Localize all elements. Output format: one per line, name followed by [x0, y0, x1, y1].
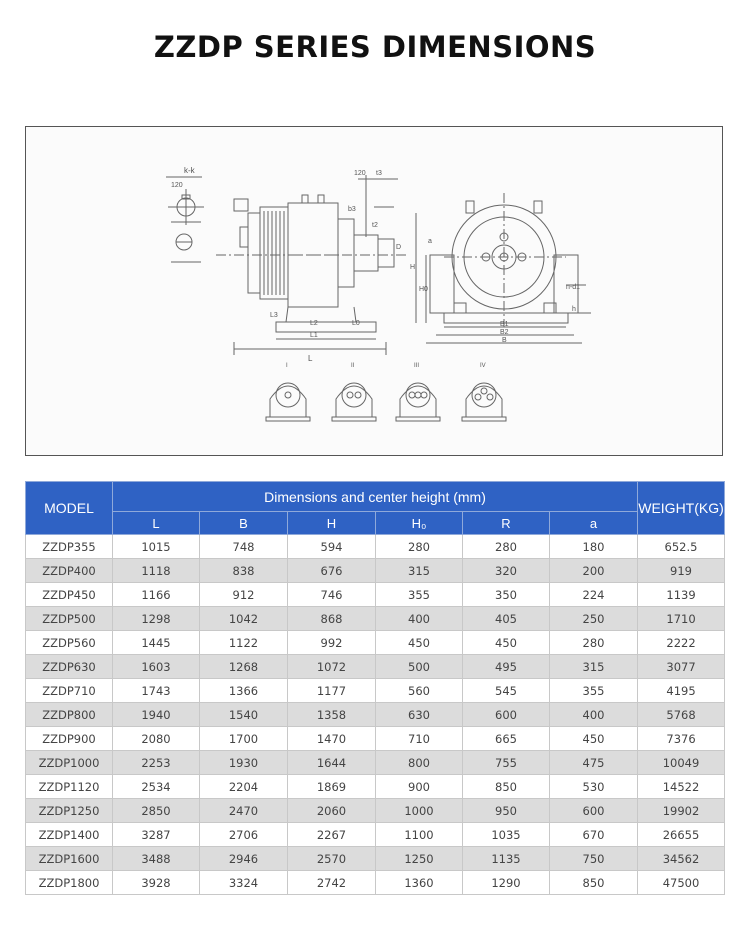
cell-model: ZZDP450 [26, 583, 113, 607]
view-label-1: I [286, 363, 288, 369]
dimension-drawing-svg [26, 127, 724, 457]
cell-B: 1540 [200, 703, 288, 727]
cell-B: 912 [200, 583, 288, 607]
cell-R: 495 [463, 655, 550, 679]
cell-model: ZZDP630 [26, 655, 113, 679]
cell-H: 1177 [288, 679, 376, 703]
cell-H0: 500 [376, 655, 463, 679]
cell-a: 355 [550, 679, 638, 703]
column-header-a: a [550, 512, 638, 535]
cell-a: 224 [550, 583, 638, 607]
table-row [26, 535, 725, 559]
cell-a: 280 [550, 631, 638, 655]
cell-a: 475 [550, 751, 638, 775]
cell-B: 3324 [200, 871, 288, 895]
cell-a: 750 [550, 847, 638, 871]
cell-R: 545 [463, 679, 550, 703]
cell-model: ZZDP1600 [26, 847, 113, 871]
cell-H0: 450 [376, 631, 463, 655]
cell-B: 838 [200, 559, 288, 583]
cell-H: 746 [288, 583, 376, 607]
cell-weight: 5768 [638, 703, 725, 727]
mounting-view-1 [266, 383, 310, 421]
table-row [26, 703, 725, 727]
cell-model: ZZDP355 [26, 535, 113, 559]
cell-H0: 280 [376, 535, 463, 559]
label-b3: b3 [348, 206, 356, 213]
label-H: H [410, 264, 416, 271]
cell-H: 1358 [288, 703, 376, 727]
cell-H0: 1000 [376, 799, 463, 823]
cell-a: 315 [550, 655, 638, 679]
cell-model: ZZDP1120 [26, 775, 113, 799]
cell-B: 1042 [200, 607, 288, 631]
mounting-view-2 [332, 383, 376, 421]
mounting-view-4 [462, 383, 506, 421]
cell-H: 868 [288, 607, 376, 631]
cell-a: 600 [550, 799, 638, 823]
cell-R: 665 [463, 727, 550, 751]
cell-L: 2253 [113, 751, 200, 775]
cell-R: 1290 [463, 871, 550, 895]
cell-H0: 560 [376, 679, 463, 703]
cell-H0: 710 [376, 727, 463, 751]
cell-B: 2706 [200, 823, 288, 847]
label-120a: 120 [171, 182, 183, 189]
dimensions-table [25, 481, 725, 895]
table-row [26, 775, 725, 799]
label-B2: B2 [500, 329, 509, 336]
cell-H0: 315 [376, 559, 463, 583]
cell-a: 250 [550, 607, 638, 631]
cell-R: 600 [463, 703, 550, 727]
cell-R: 755 [463, 751, 550, 775]
cell-L: 1166 [113, 583, 200, 607]
label-L2: L2 [310, 320, 318, 327]
cell-model: ZZDP1400 [26, 823, 113, 847]
dimensions-group-header: Dimensions and center height (mm) [113, 482, 638, 512]
cell-L: 1940 [113, 703, 200, 727]
view-label-2: II [351, 363, 355, 369]
cell-model: ZZDP1250 [26, 799, 113, 823]
view-label-3: III [414, 363, 420, 369]
cell-H: 1644 [288, 751, 376, 775]
page-title: ZZDP SERIES DIMENSIONS [153, 30, 597, 64]
label-L3: L3 [270, 312, 278, 319]
cell-L: 1743 [113, 679, 200, 703]
cell-a: 670 [550, 823, 638, 847]
cell-H: 2742 [288, 871, 376, 895]
cell-weight: 919 [638, 559, 725, 583]
table-row [26, 847, 725, 871]
mounting-view-3 [396, 383, 440, 421]
cell-model: ZZDP400 [26, 559, 113, 583]
cell-R: 280 [463, 535, 550, 559]
column-header-H0: H₀ [376, 512, 463, 535]
label-d1: n-d1 [566, 284, 581, 291]
cell-L: 2850 [113, 799, 200, 823]
cell-L: 3287 [113, 823, 200, 847]
cell-L: 3928 [113, 871, 200, 895]
table-row [26, 607, 725, 631]
cell-weight: 7376 [638, 727, 725, 751]
cell-H0: 630 [376, 703, 463, 727]
cell-B: 1122 [200, 631, 288, 655]
cell-a: 200 [550, 559, 638, 583]
cell-R: 950 [463, 799, 550, 823]
cell-H0: 400 [376, 607, 463, 631]
cell-L: 2080 [113, 727, 200, 751]
cell-R: 350 [463, 583, 550, 607]
column-header-H: H [288, 512, 376, 535]
cell-weight: 47500 [638, 871, 725, 895]
cell-H: 1869 [288, 775, 376, 799]
cell-R: 405 [463, 607, 550, 631]
cell-weight: 3077 [638, 655, 725, 679]
cell-weight: 14522 [638, 775, 725, 799]
label-t3: t3 [376, 170, 382, 177]
table-row [26, 799, 725, 823]
cell-weight: 1710 [638, 607, 725, 631]
cell-H0: 1250 [376, 847, 463, 871]
cell-weight: 1139 [638, 583, 725, 607]
cell-H0: 900 [376, 775, 463, 799]
label-D: D [396, 244, 402, 251]
cell-B: 1930 [200, 751, 288, 775]
cell-H: 2570 [288, 847, 376, 871]
cell-R: 1135 [463, 847, 550, 871]
cell-H0: 1360 [376, 871, 463, 895]
column-header-L: L [113, 512, 200, 535]
label-B: B [502, 337, 507, 344]
cell-model: ZZDP500 [26, 607, 113, 631]
cell-L: 1015 [113, 535, 200, 559]
cell-R: 320 [463, 559, 550, 583]
model-header: MODEL [26, 482, 113, 535]
cell-model: ZZDP800 [26, 703, 113, 727]
cell-B: 748 [200, 535, 288, 559]
view-label-4: IV [480, 363, 486, 369]
cell-a: 400 [550, 703, 638, 727]
cell-weight: 19902 [638, 799, 725, 823]
cell-H0: 800 [376, 751, 463, 775]
table-row [26, 559, 725, 583]
side-view [216, 175, 406, 355]
label-a: a [428, 238, 432, 245]
table-row [26, 727, 725, 751]
weight-header: WEIGHT(KG) [638, 482, 725, 535]
column-header-B: B [200, 512, 288, 535]
cell-R: 450 [463, 631, 550, 655]
cell-L: 2534 [113, 775, 200, 799]
cell-B: 2946 [200, 847, 288, 871]
cell-B: 1268 [200, 655, 288, 679]
label-t2: t2 [372, 222, 378, 229]
cell-B: 2204 [200, 775, 288, 799]
table-row [26, 631, 725, 655]
cell-a: 530 [550, 775, 638, 799]
cell-H: 2267 [288, 823, 376, 847]
label-B1: B1 [500, 321, 509, 328]
cell-weight: 26655 [638, 823, 725, 847]
cell-H: 1072 [288, 655, 376, 679]
cell-B: 1700 [200, 727, 288, 751]
label-L0: L0 [352, 320, 360, 327]
cell-weight: 34562 [638, 847, 725, 871]
cell-H0: 355 [376, 583, 463, 607]
cell-a: 180 [550, 535, 638, 559]
table-row [26, 583, 725, 607]
cell-R: 850 [463, 775, 550, 799]
cell-model: ZZDP560 [26, 631, 113, 655]
cell-H0: 1100 [376, 823, 463, 847]
cell-model: ZZDP710 [26, 679, 113, 703]
cell-L: 1118 [113, 559, 200, 583]
cell-weight: 4195 [638, 679, 725, 703]
table-row [26, 871, 725, 895]
cell-H: 676 [288, 559, 376, 583]
cell-L: 1298 [113, 607, 200, 631]
cell-model: ZZDP900 [26, 727, 113, 751]
column-header-R: R [463, 512, 550, 535]
cell-H: 992 [288, 631, 376, 655]
shaft-section-kk [166, 177, 204, 262]
cell-L: 3488 [113, 847, 200, 871]
label-H0: H0 [419, 286, 428, 293]
cell-H: 594 [288, 535, 376, 559]
cell-L: 1603 [113, 655, 200, 679]
label-L: L [308, 354, 313, 363]
cell-L: 1445 [113, 631, 200, 655]
table-row [26, 655, 725, 679]
cell-weight: 10049 [638, 751, 725, 775]
label-kk: k-k [184, 166, 195, 175]
cell-model: ZZDP1800 [26, 871, 113, 895]
technical-drawing [25, 126, 723, 456]
cell-R: 1035 [463, 823, 550, 847]
label-h: h [572, 306, 576, 313]
cell-weight: 652.5 [638, 535, 725, 559]
table-row [26, 751, 725, 775]
cell-a: 450 [550, 727, 638, 751]
table-row [26, 679, 725, 703]
label-L1: L1 [310, 332, 318, 339]
cell-H: 1470 [288, 727, 376, 751]
cell-a: 850 [550, 871, 638, 895]
cell-B: 2470 [200, 799, 288, 823]
table-row [26, 823, 725, 847]
cell-B: 1366 [200, 679, 288, 703]
cell-model: ZZDP1000 [26, 751, 113, 775]
cell-H: 2060 [288, 799, 376, 823]
label-120b: 120 [354, 170, 366, 177]
cell-weight: 2222 [638, 631, 725, 655]
